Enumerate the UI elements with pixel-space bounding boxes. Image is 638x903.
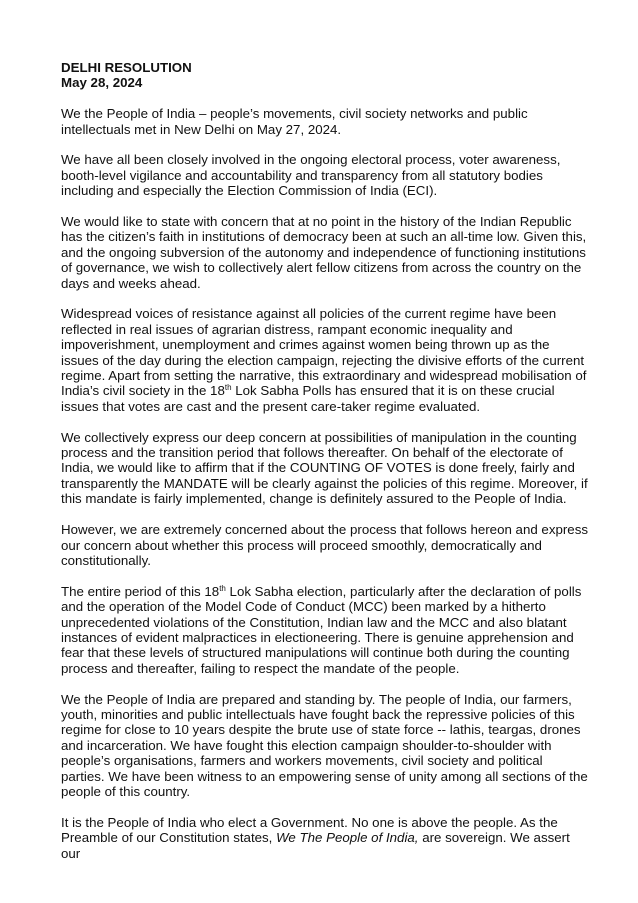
paragraph-1: We the People of India – people’s movements, civil society networks and public intellectuals met in New Delhi on May 27, 2024. (61, 106, 528, 137)
ordinal-suffix: th (219, 583, 226, 593)
paragraph-4-text-a: Widespread voices of resistance against all policies of the current regime have been reflected in real issues of agrarian distress, rampant economic inequality and impoverishment, unemployment and crimes against women being thrown up as the issues of the day during the election campaign, rejecting the divisive efforts of the current regime. Apart from setting the narrative, this extraordinary and widespread mobilisation of India’s civil society in the 18 (61, 306, 587, 399)
paragraph-7 (61, 584, 588, 676)
paragraph-9-text-a: It is the People of India who elect a Government. No one is above the people. As the Preamble of our Constitution states, (61, 814, 558, 846)
resolution-heading (61, 60, 588, 91)
paragraph-7-text-a: The entire period of this 18 (61, 583, 220, 599)
ordinal-suffix: th (224, 383, 232, 393)
paragraph-9-text-b: are sovereign. We assert our (61, 830, 570, 861)
paragraph-4-text-b: Lok Sabha Polls has ensured that it is on these crucial issues that votes are cast and the present care-taker regime evaluated. (61, 383, 555, 414)
paragraph-3: We would like to state with concern that at no point in the history of the Indian Republic has the citizen’s faith in institutions of democracy been at such an all-time low. Given this, and the ongoing subversion of the autonomy and independence of functioning institutions of governance, we wish to collectively alert fellow citizens from across the country on the days and weeks ahead. (61, 214, 587, 291)
paragraph-2: We have all been closely involved in the ongoing electoral process, voter awareness, booth-level vigilance and accountability and transparency from all statutory bodies including and especially the Election Commission of India (ECI). (61, 152, 561, 199)
paragraph-7-text-b: Lok Sabha election, particularly after the declaration of polls and the operation of the Model Code of Conduct (MCC) been marked by a hitherto unprecedented violations of the Constitution, Indian law and the MCC and also blatant instances of evident malpractices in electioneering. There is genuine apprehension and fear that these levels of structured manipulations will continue both during the counting process and thereafter, failing to respect the mandate of the people. (61, 583, 582, 676)
paragraph-6: However, we are extremely concerned about the process that follows hereon and express our concern about whether this process will proceed smoothly, democratically and constitutionally. (61, 522, 588, 568)
paragraph-9 (61, 815, 588, 861)
paragraph-8: We the People of India are prepared and standing by. The people of India, our farmers, youth, minorities and public intellectuals have fought back the repressive policies of this regime for close to 10 years despite the brute use of state force -- lathis, teargas, drones and incarceration. We have fought this election campaign shoulder-to-shoulder with people’s organisations, farmers and workers movements, civil society and political parties. We have been witness to an empowering sense of unity among all sections of the people of this country. (61, 691, 588, 799)
paragraph-5: We collectively express our deep concern at possibilities of manipulation in the counting process and the transition period that follows thereafter. On behalf of the electorate of India, we would like to affirm that if the COUNTING OF VOTES is done freely, fairly and transparently the MANDATE will be clearly against the policies of this regime. Moreover, if this mandate is fairly implemented, change is definitely assured to the People of India. (61, 429, 588, 507)
preamble-quote: We The People of India, (276, 830, 419, 846)
resolution-title: DELHI RESOLUTION (61, 60, 192, 75)
resolution-date: May 28, 2024 (61, 75, 143, 91)
paragraph-4 (61, 306, 588, 414)
